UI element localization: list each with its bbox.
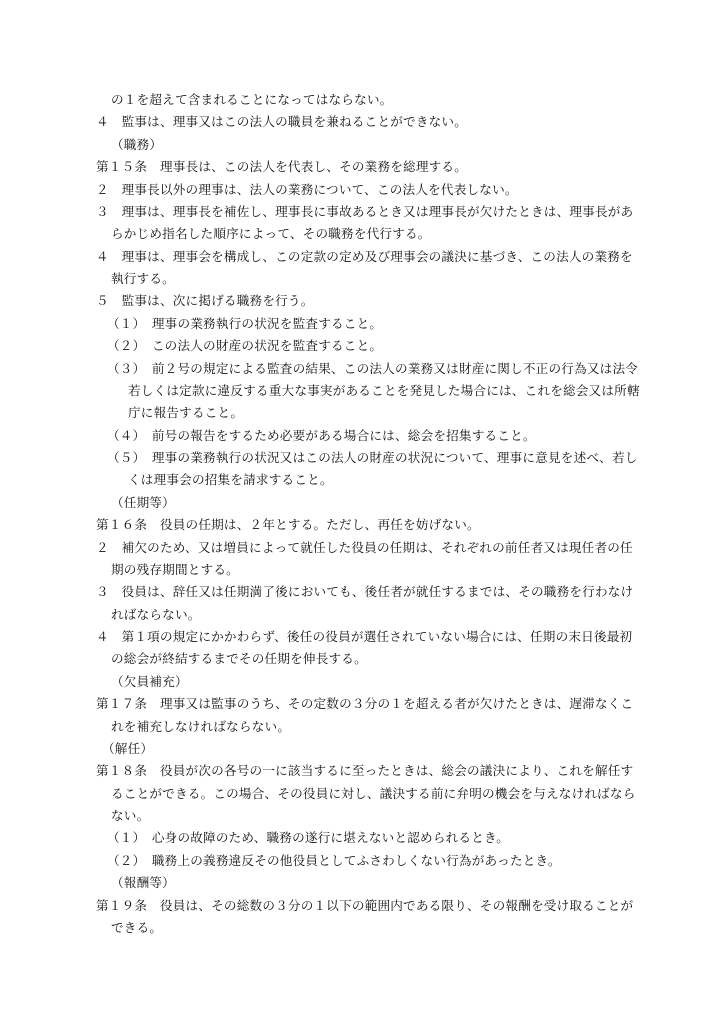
text-line-20: 第１６条 役員の任期は、２年とする。ただし、再任を妨げない。 xyxy=(96,517,480,532)
text-line-17: （５） 理事の業務執行の状況又はこの法人の財産の状況について、理事に意見を述べ、若し xyxy=(107,450,638,465)
text-line-10: ５ 監事は、次に掲げる職務を行う。 xyxy=(96,293,314,308)
text-line-36: （報酬等） xyxy=(111,875,175,890)
text-line-27: （欠員補充） xyxy=(111,674,188,689)
text-line-32: ることができる。この場合、その役員に対し、議決する前に弁明の機会を与えなければなら xyxy=(111,786,636,801)
text-line-9: 執行する。 xyxy=(111,271,175,286)
text-line-6: ３ 理事は、理事長を補佐し、理事長に事故あるとき又は理事長が欠けたときは、理事長があ xyxy=(96,204,634,219)
text-line-2: ４ 監事は、理事又はこの法人の職員を兼ねることができない。 xyxy=(96,114,468,129)
text-line-30: （解任） xyxy=(102,741,154,756)
text-line-35: （２） 職務上の義務違反その他役員としてふさわしくない行為があったとき。 xyxy=(107,853,561,868)
text-line-28: 第１７条 理事又は監事のうち、その定数の３分の１を超える者が欠けたときは、遅滞なくこ xyxy=(96,696,634,711)
text-line-16: （４） 前号の報告をするため必要がある場合には、総会を招集すること。 xyxy=(107,428,536,443)
text-line-5: ２ 理事長以外の理事は、法人の業務について、この法人を代表しない。 xyxy=(96,182,518,197)
text-line-29: れを補充しなければならない。 xyxy=(111,719,291,734)
text-line-22: 期の残存期間とする。 xyxy=(111,562,239,577)
text-line-33: ない。 xyxy=(111,808,150,823)
text-line-8: ４ 理事は、理事会を構成し、この定款の定め及び理事会の議決に基づき、この法人の業務を xyxy=(96,249,633,264)
text-line-7: らかじめ指名した順序によって、その職務を代行する。 xyxy=(111,226,431,241)
text-line-38: できる。 xyxy=(111,920,163,935)
text-line-23: ３ 役員は、辞任又は任期満了後においても、後任者が就任するまでは、その職務を行わなけ xyxy=(96,584,634,599)
text-line-3: （職務） xyxy=(111,137,163,152)
text-line-31: 第１８条 役員が次の各号の一に該当するに至ったときは、総会の議決により、これを解任す xyxy=(96,763,634,778)
text-line-13: （３） 前２号の規定による監査の結果、この法人の業務又は財産に関し不正の行為又は法令 xyxy=(107,361,639,376)
text-line-24: ればならない。 xyxy=(111,607,201,622)
text-line-19: （任期等） xyxy=(111,495,175,510)
text-line-4: 第１５条 理事長は、この法人を代表し、その業務を総理する。 xyxy=(96,159,468,174)
text-line-11: （１） 理事の業務執行の状況を監査すること。 xyxy=(107,316,383,331)
text-line-12: （２） この法人の財産の状況を監査すること。 xyxy=(107,338,383,353)
text-line-26: の総会が終結するまでその任期を伸長する。 xyxy=(111,651,367,666)
text-line-34: （１） 心身の故障のため、職務の遂行に堪えないと認められるとき。 xyxy=(107,830,510,845)
text-line-18: くは理事会の招集を請求すること。 xyxy=(128,472,333,487)
text-line-14: 若しくは定款に違反する重大な事実があることを発見した場合には、これを総会又は所轄 xyxy=(128,383,640,398)
text-line-21: ２ 補欠のため、又は増員によって就任した役員の任期は、それぞれの前任者又は現任者の任 xyxy=(96,540,633,555)
text-line-25: ４ 第１項の規定にかかわらず、後任の役員が選任されていない場合には、任期の末日後最初 xyxy=(96,629,633,644)
text-line-37: 第１９条 役員は、その総数の３分の１以下の範囲内である限り、その報酬を受け取ることが xyxy=(96,898,634,913)
text-line-15: 庁に報告すること。 xyxy=(128,405,244,420)
text-line-1: の１を超えて含まれることになってはならない。 xyxy=(111,92,393,107)
